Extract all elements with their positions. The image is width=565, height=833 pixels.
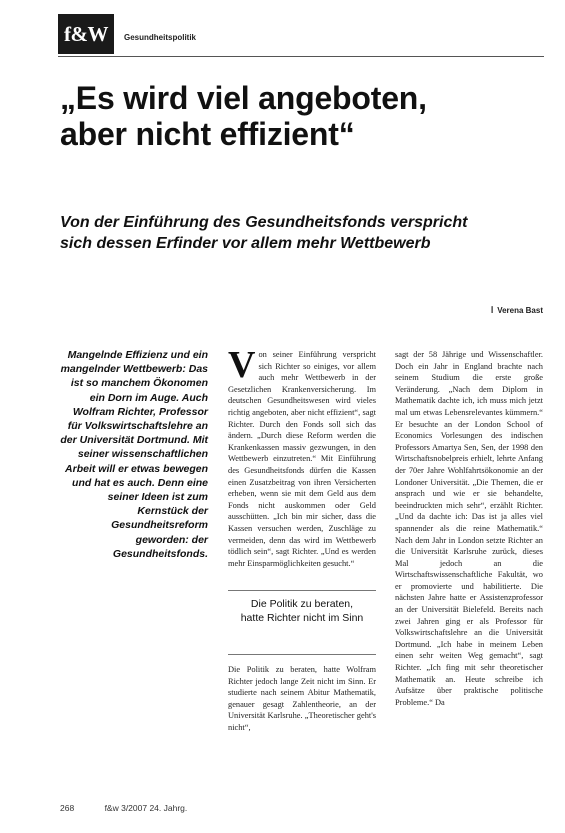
headline-line-2: aber nicht effizient“ xyxy=(60,116,355,152)
pull-quote-line-2: hatte Richter nicht im Sinn xyxy=(240,612,364,624)
body-text-col2: on seiner Einführung verspricht sich Richter so einiges, vor allem auch mehr Wettbewerb in der Gesetzlichen Krankenversicherung. Im deutschen Gesundheitswesen wird vieles richtig angeboten, aber nicht effizient“, sagt Richter. Durch den Fonds soll sich das ändern. „Durch diese Reform werden die Krankenkassen massiv gezwungen, in den Wettbewerb einzutreten.“ Mit Einführung des Gesundheitsfonds dürfen die Kassen einen Zusatzbeitrag von ihren Versicherten erheben, wenn sie mit dem Geld aus dem Fonds nicht auskommen oder Geld ausschütten. „Ich bin mir sicher, dass die Kassen versuchen werden, Zuschläge zu vermeiden, denn das wird im Wettbewerb tödlich sein“, sagt Richter. „Und es werden mehr Einsparmöglichkeiten gesucht.“ xyxy=(228,350,376,568)
pull-quote xyxy=(228,597,376,625)
body-column-2-top xyxy=(228,344,376,569)
author-byline xyxy=(491,306,543,315)
pull-quote-rule-top xyxy=(228,590,376,591)
header-divider xyxy=(58,56,544,57)
body-column-3 xyxy=(395,349,543,708)
pull-quote-line-1: Die Politik zu beraten, xyxy=(250,598,354,610)
body-column-2-bottom xyxy=(228,664,376,734)
body-text-col3: sagt der 58 Jährige und Wissenschaftler. Doch ein Jahr in England brachte nach seinem Studium die erste große Veränderung. „Nach dem Diplom in Mathematik dachte ich, ich muss mich jetzt mal um etwas Lebensrelevantes kümmern.“ Er besuchte an der London School of Economics Vorlesungen des indischen Professors Amartya Sen, Sen, der 1998 den Wirtschaftsnobelpreis erhielt, lehrte Anfang der 70er Jahre Wohlfahrtsökonomie an der Londoner Universität. „Die Themen, die er ansprach und wie er sie behandelte, beeindruckten mich sehr“, erzählt Richter. „Und da dachte ich: Das ist ja alles viel spannender als die reine Mathematik.“ Nach dem Jahr in London setzte Richter an die Universität Karlsruhe zurück, dieses Mal jedoch an die Wirtschaftswissenschaftliche Fakultät, wo er promovierte und habilitierte. Die nächsten Jahre hatte er Assistenzprofessor an der Universität Bielefeld. Bereits nach zwei Jahren ging er als Professor für Volkswirtschaftslehre an die Universität Dortmund. „Ich habe in meinem Leben einen sehr weiten Weg gemacht“, sagt Richter. „Ich fing mit sehr theoretischer Mathematik an. Heute schreibe ich Aufsätze über praktische politische Probleme.“ Da xyxy=(395,350,543,707)
author-mark-icon: İ xyxy=(490,306,494,315)
subhead-line-2: sich dessen Erfinder vor allem mehr Wettbewerb xyxy=(60,235,431,252)
author-name: Verena Bast xyxy=(497,306,543,315)
article-subheadline xyxy=(60,212,550,254)
page-footer xyxy=(60,803,187,813)
page-number: 268 xyxy=(60,803,75,813)
magazine-logo: f&W xyxy=(58,14,114,54)
headline-line-1: „Es wird viel angeboten, xyxy=(60,80,427,116)
article-intro: Mangelnde Effizienz und ein mangelnder Wettbewerb: Das ist so manchem Ökonomen ein Dorn im Auge. Auch Wolfram Richter, Professor für Volkswirtschaftslehre an der Universität Dortmund. Mit seiner wissenschaftlichen Arbeit will er etwas bewegen und hat es auch. Denn eine seiner Ideen ist zum Kernstück der Gesundheitsreform geworden: der Gesundheitsfonds. xyxy=(60,349,208,560)
body-text-col2-bottom: Die Politik zu beraten, hatte Wolfram Richter jedoch lange Zeit nicht im Sinn. Er studierte nach seinem Abitur Mathematik, genauer gesagt Zahlentheorie, an der Universität Karlsruhe. „Theoretischer geht's nicht“, xyxy=(228,665,376,732)
dropcap: V xyxy=(228,344,256,386)
article-headline xyxy=(60,80,550,152)
pull-quote-rule-bottom xyxy=(228,654,376,655)
subhead-line-1: Von der Einführung des Gesundheitsfonds verspricht xyxy=(60,214,468,231)
section-label: Gesundheitspolitik xyxy=(124,33,197,42)
issue-info: f&w 3/2007 24. Jahrg. xyxy=(104,803,188,813)
